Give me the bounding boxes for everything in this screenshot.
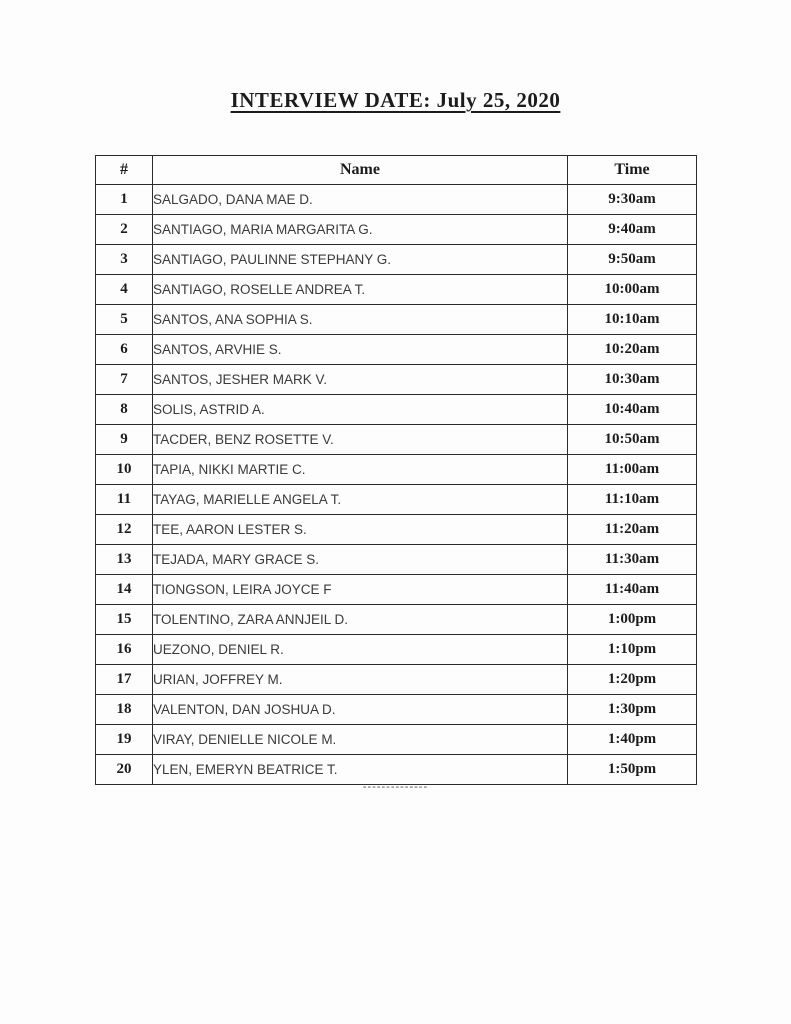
row-number: 19 — [96, 725, 153, 755]
interview-time: 10:30am — [568, 365, 697, 395]
interview-time: 11:10am — [568, 485, 697, 515]
interview-time: 11:30am — [568, 545, 697, 575]
row-number: 16 — [96, 635, 153, 665]
table-row — [96, 455, 697, 485]
applicant-name: UEZONO, DENIEL R. — [153, 635, 568, 665]
row-number: 1 — [96, 185, 153, 215]
table-row — [96, 215, 697, 245]
table-row — [96, 635, 697, 665]
table-row — [96, 305, 697, 335]
row-number: 11 — [96, 485, 153, 515]
footer-dashes: -------------- — [362, 781, 429, 793]
interview-time: 1:10pm — [568, 635, 697, 665]
applicant-name: YLEN, EMERYN BEATRICE T. — [153, 755, 568, 785]
interview-time: 11:00am — [568, 455, 697, 485]
applicant-name: TEJADA, MARY GRACE S. — [153, 545, 568, 575]
applicant-name: SANTOS, ARVHIE S. — [153, 335, 568, 365]
table-row — [96, 665, 697, 695]
row-number: 12 — [96, 515, 153, 545]
interview-time: 1:20pm — [568, 665, 697, 695]
table-header-row — [96, 156, 697, 185]
table-row — [96, 575, 697, 605]
row-number: 13 — [96, 545, 153, 575]
applicant-name: SANTIAGO, MARIA MARGARITA G. — [153, 215, 568, 245]
applicant-name: SANTIAGO, PAULINNE STEPHANY G. — [153, 245, 568, 275]
applicant-name: URIAN, JOFFREY M. — [153, 665, 568, 695]
row-number: 10 — [96, 455, 153, 485]
applicant-name: SALGADO, DANA MAE D. — [153, 185, 568, 215]
interview-time: 10:20am — [568, 335, 697, 365]
row-number: 8 — [96, 395, 153, 425]
column-header-name: Name — [153, 156, 568, 185]
table-row — [96, 485, 697, 515]
applicant-name: TAPIA, NIKKI MARTIE C. — [153, 455, 568, 485]
table-row — [96, 365, 697, 395]
row-number: 17 — [96, 665, 153, 695]
interview-time: 9:30am — [568, 185, 697, 215]
row-number: 6 — [96, 335, 153, 365]
row-number: 18 — [96, 695, 153, 725]
interview-time: 9:40am — [568, 215, 697, 245]
interview-time: 1:40pm — [568, 725, 697, 755]
table-row — [96, 545, 697, 575]
interview-time: 10:00am — [568, 275, 697, 305]
row-number: 3 — [96, 245, 153, 275]
row-number: 15 — [96, 605, 153, 635]
table-body — [96, 185, 697, 785]
applicant-name: SANTIAGO, ROSELLE ANDREA T. — [153, 275, 568, 305]
column-header-time: Time — [568, 156, 697, 185]
table-row — [96, 245, 697, 275]
table-row — [96, 515, 697, 545]
table-row — [96, 425, 697, 455]
applicant-name: TACDER, BENZ ROSETTE V. — [153, 425, 568, 455]
row-number: 2 — [96, 215, 153, 245]
applicant-name: SANTOS, ANA SOPHIA S. — [153, 305, 568, 335]
row-number: 4 — [96, 275, 153, 305]
row-number: 9 — [96, 425, 153, 455]
interview-time: 10:50am — [568, 425, 697, 455]
row-number: 14 — [96, 575, 153, 605]
applicant-name: TEE, AARON LESTER S. — [153, 515, 568, 545]
applicant-name: TOLENTINO, ZARA ANNJEIL D. — [153, 605, 568, 635]
table-row — [96, 335, 697, 365]
table-row — [96, 725, 697, 755]
interview-time: 1:30pm — [568, 695, 697, 725]
interview-time: 10:40am — [568, 395, 697, 425]
row-number: 20 — [96, 755, 153, 785]
interview-time: 11:20am — [568, 515, 697, 545]
interview-time: 1:50pm — [568, 755, 697, 785]
interview-schedule-table — [95, 155, 697, 785]
applicant-name: VIRAY, DENIELLE NICOLE M. — [153, 725, 568, 755]
table-row — [96, 755, 697, 785]
interview-time: 1:00pm — [568, 605, 697, 635]
interview-time: 11:40am — [568, 575, 697, 605]
column-header-number: # — [96, 156, 153, 185]
page-title: INTERVIEW DATE: July 25, 2020 — [230, 88, 561, 112]
applicant-name: SOLIS, ASTRID A. — [153, 395, 568, 425]
table-row — [96, 185, 697, 215]
applicant-name: TIONGSON, LEIRA JOYCE F — [153, 575, 568, 605]
applicant-name: TAYAG, MARIELLE ANGELA T. — [153, 485, 568, 515]
row-number: 5 — [96, 305, 153, 335]
row-number: 7 — [96, 365, 153, 395]
table-row — [96, 695, 697, 725]
table-row — [96, 605, 697, 635]
table-row — [96, 395, 697, 425]
applicant-name: VALENTON, DAN JOSHUA D. — [153, 695, 568, 725]
applicant-name: SANTOS, JESHER MARK V. — [153, 365, 568, 395]
table-row — [96, 275, 697, 305]
interview-time: 9:50am — [568, 245, 697, 275]
interview-time: 10:10am — [568, 305, 697, 335]
